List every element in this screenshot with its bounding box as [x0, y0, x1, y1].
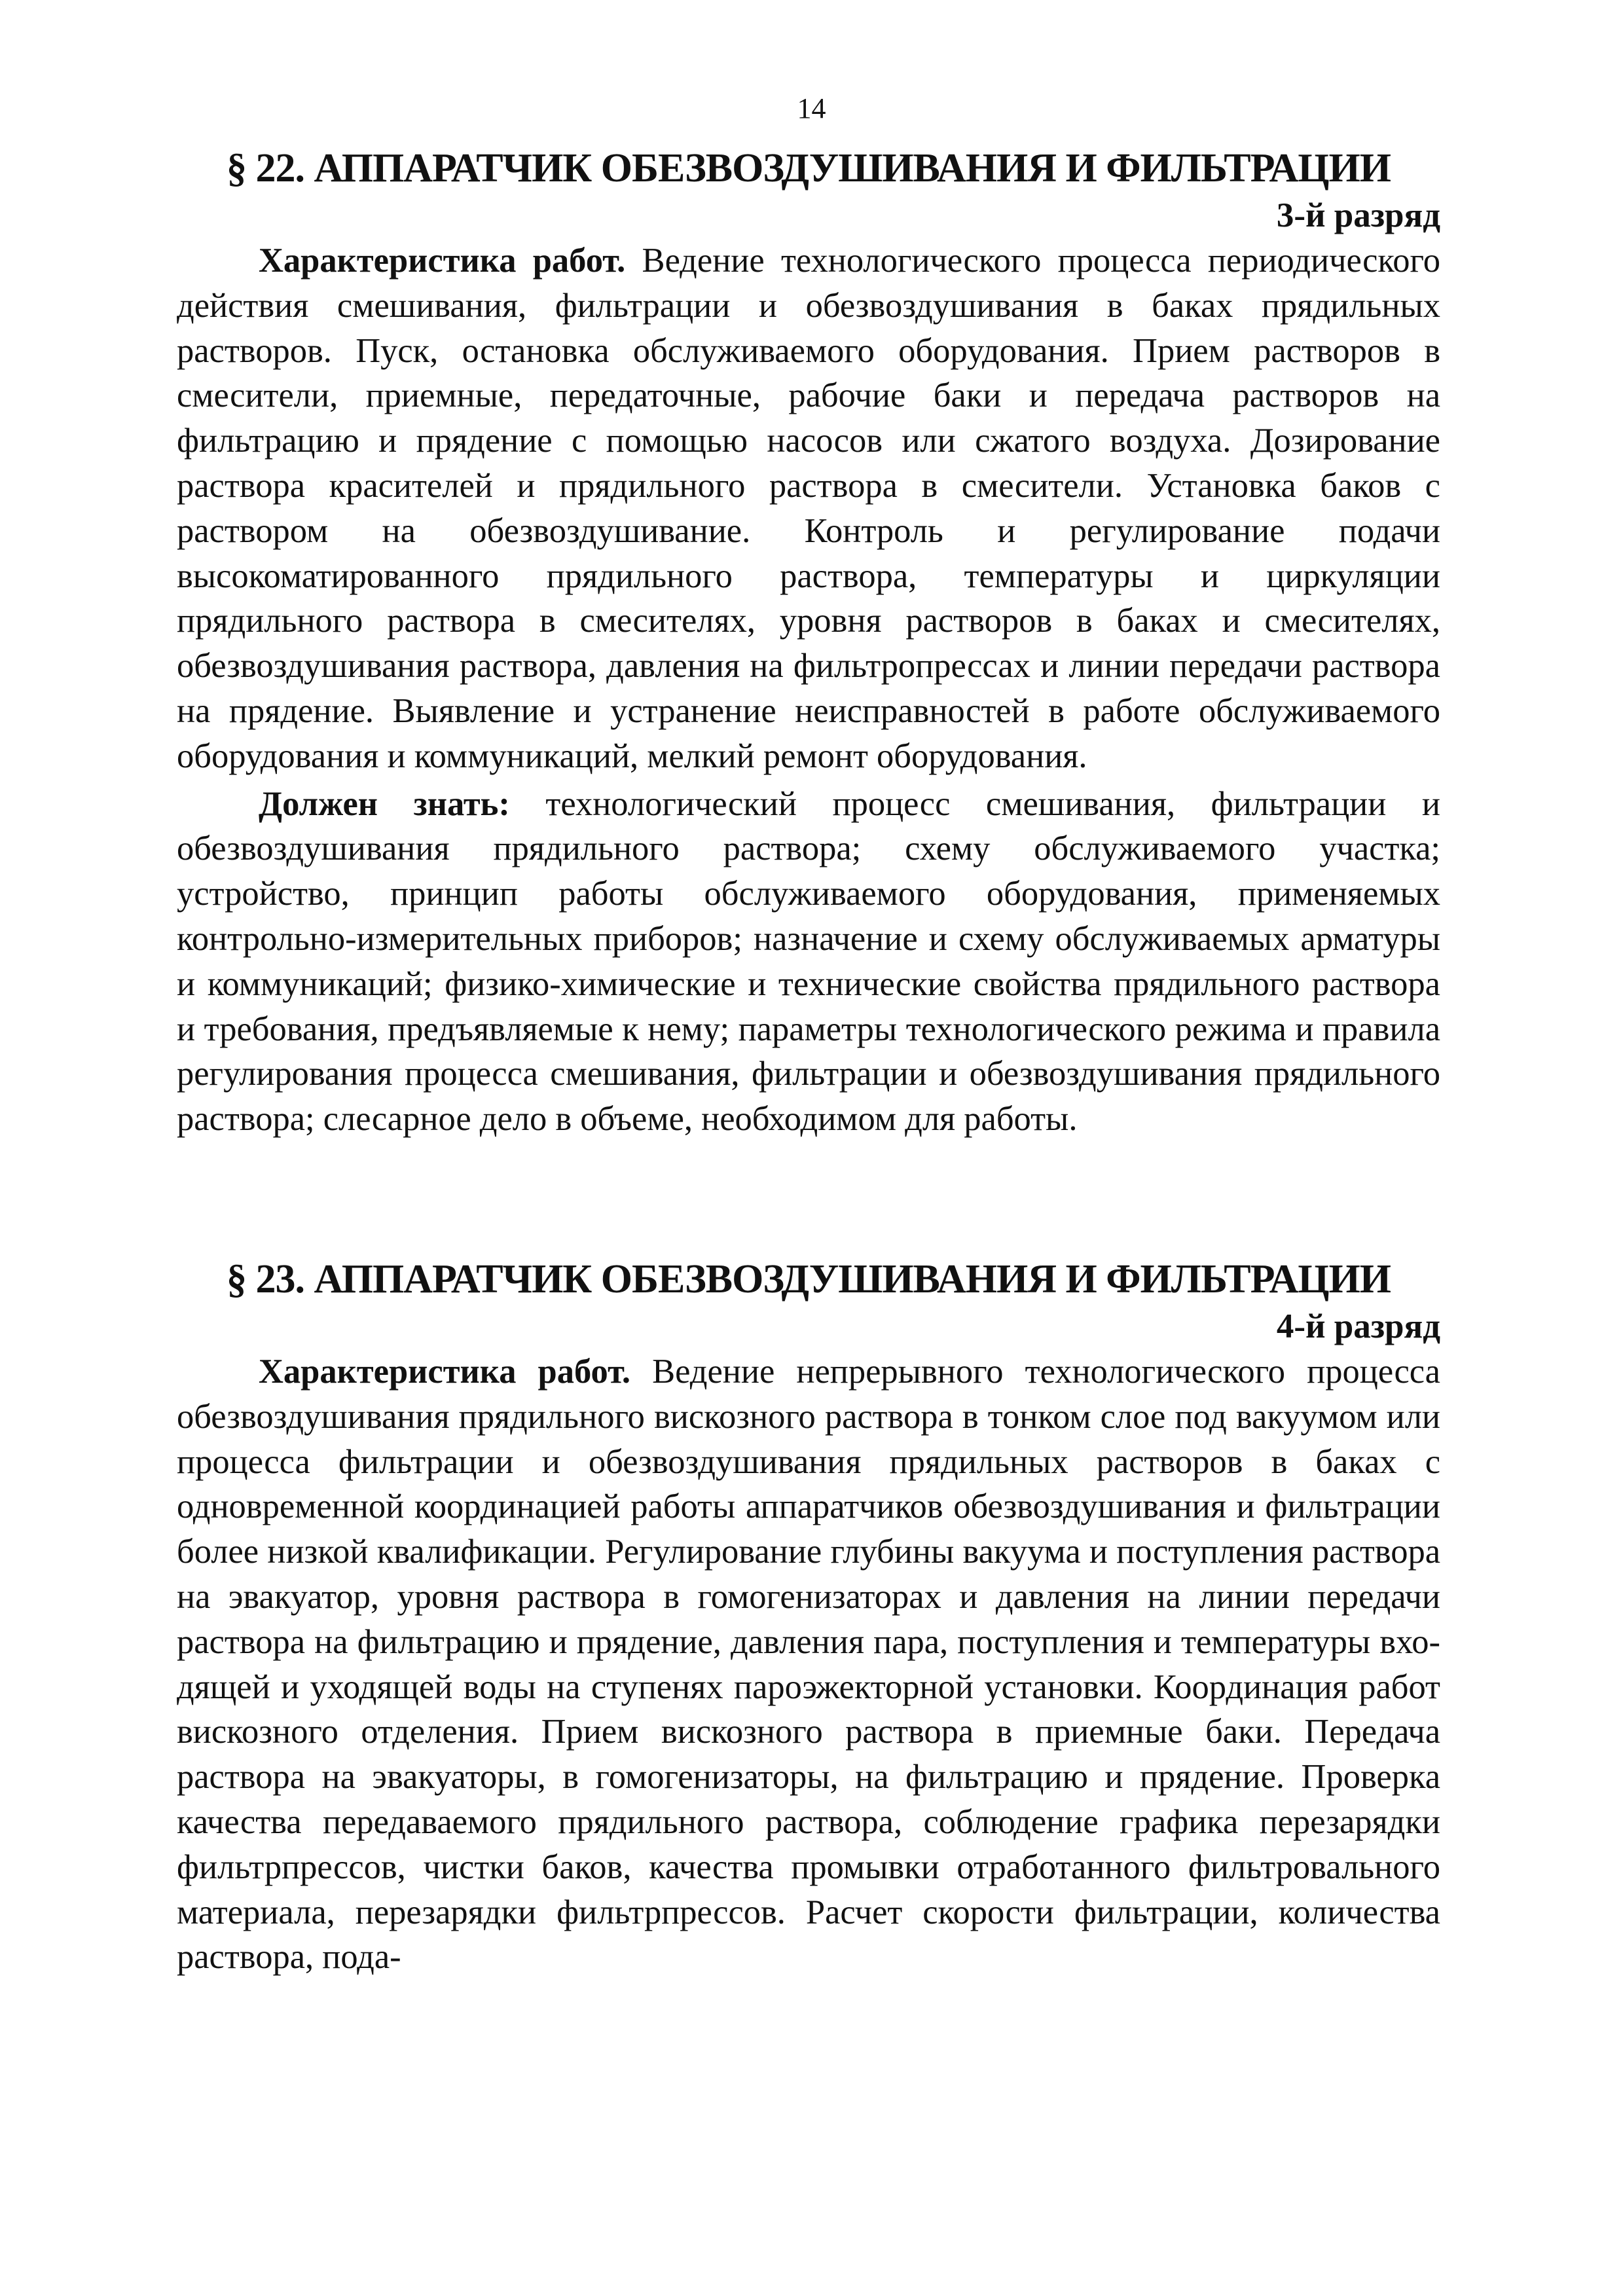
section-heading: § 22. АППАРАТЧИК ОБЕЗВОЗДУШИВАНИЯ И ФИЛЬТРАЦИИ — [227, 146, 1391, 191]
section-heading: § 23. АППАРАТЧИК ОБЕЗВОЗДУШИВАНИЯ И ФИЛЬТРАЦИИ — [227, 1257, 1391, 1302]
paragraph-text: Ведение непрерывного технологического процесса обезвоздушивания прядильного вискозного раствора в тонком слое под вакуумом или процесса фильтрации и обезвоздушивания прядильных растворов в баках с одновременной координацией работы аппаратчиков обезвоздушивания и фильтрации более низкой квалификации. Регулирование глубины вакуума и поступления раствора на эвакуатор, уровня раствора в гомогенизаторах и давления на линии передачи раствора на фильтрацию и прядение, давления пара, поступления и температуры входящей и уходящей воды на ступенях пароэжекторной установки. Координация работ вискозного отделения. Прием вискозного раствора в приемные баки. Передача раствора на эвакуаторы, в гомогенизаторы, на фильтрацию и прядение. Проверка качества передаваемого прядильного раствора, соблюдение графика перезарядки фильтрпрессов, чистки баков, качества промывки отработанного фильтровального материала, перезарядки фильтрпрессов. Расчет скорости фильтрации, количества раствора, пода- — [177, 1353, 1440, 1977]
paragraph-must-know — [177, 782, 1440, 1142]
section-23 — [177, 1254, 1440, 1980]
section-22 — [177, 143, 1440, 1142]
paragraph-text: Ведение технологического процесса периодического действия смешивания, фильтрации и обезвоздушивания в баках прядильных растворов. Пуск, остановка обслуживаемого оборудования. Прием растворов в смесители, приемные, передаточные, рабочие баки и передача растворов на фильтрацию и прядение с помощью насосов или сжатого воздуха. Дозирование раствора красителей и прядильного раствора в смесители. Установка баков с раствором на обезвоздушивание. Контроль и регулирование подачи высокоматированного прядильного раствора, температуры и циркуляции прядильного раствора в смесителях, уровня растворов в баках и смесителях, обезвоздушивания раствора, давления на фильтропрессах и линии передачи раствора на прядение. Выявление и устранение неисправностей в работе обслуживаемого оборудования и коммуникаций, мелкий ремонт оборудования. — [177, 242, 1440, 775]
paragraph-text: технологический процесс смешивания, фильтрации и обезвоздушивания прядильного раствора; схему обслуживаемого участка; устройство, принцип работы обслуживаемого оборудования, применяемых контрольно-измерительных приборов; назначение и схему обслуживаемых арматуры и коммуникаций; физико-химические и технические свойства прядильного раствора и требования, предъявляемые к нему; параметры технологического режима и правила регулирования процесса смешивания, фильтрации и обезвоздушивания прядильного раствора; слесарное дело в объеме, необходимом для работы. — [177, 784, 1440, 1139]
page-number: 14 — [797, 92, 826, 124]
paragraph-work-characteristics — [177, 1349, 1440, 1980]
paragraph-lead: Характеристика работ. — [259, 242, 626, 280]
grade-label: 3-й разряд — [1276, 196, 1440, 234]
paragraph-work-characteristics — [177, 238, 1440, 779]
paragraph-lead: Должен знать: — [259, 784, 510, 823]
paragraph-lead: Характеристика работ. — [259, 1353, 631, 1391]
grade-label: 4-й разряд — [1276, 1307, 1440, 1345]
